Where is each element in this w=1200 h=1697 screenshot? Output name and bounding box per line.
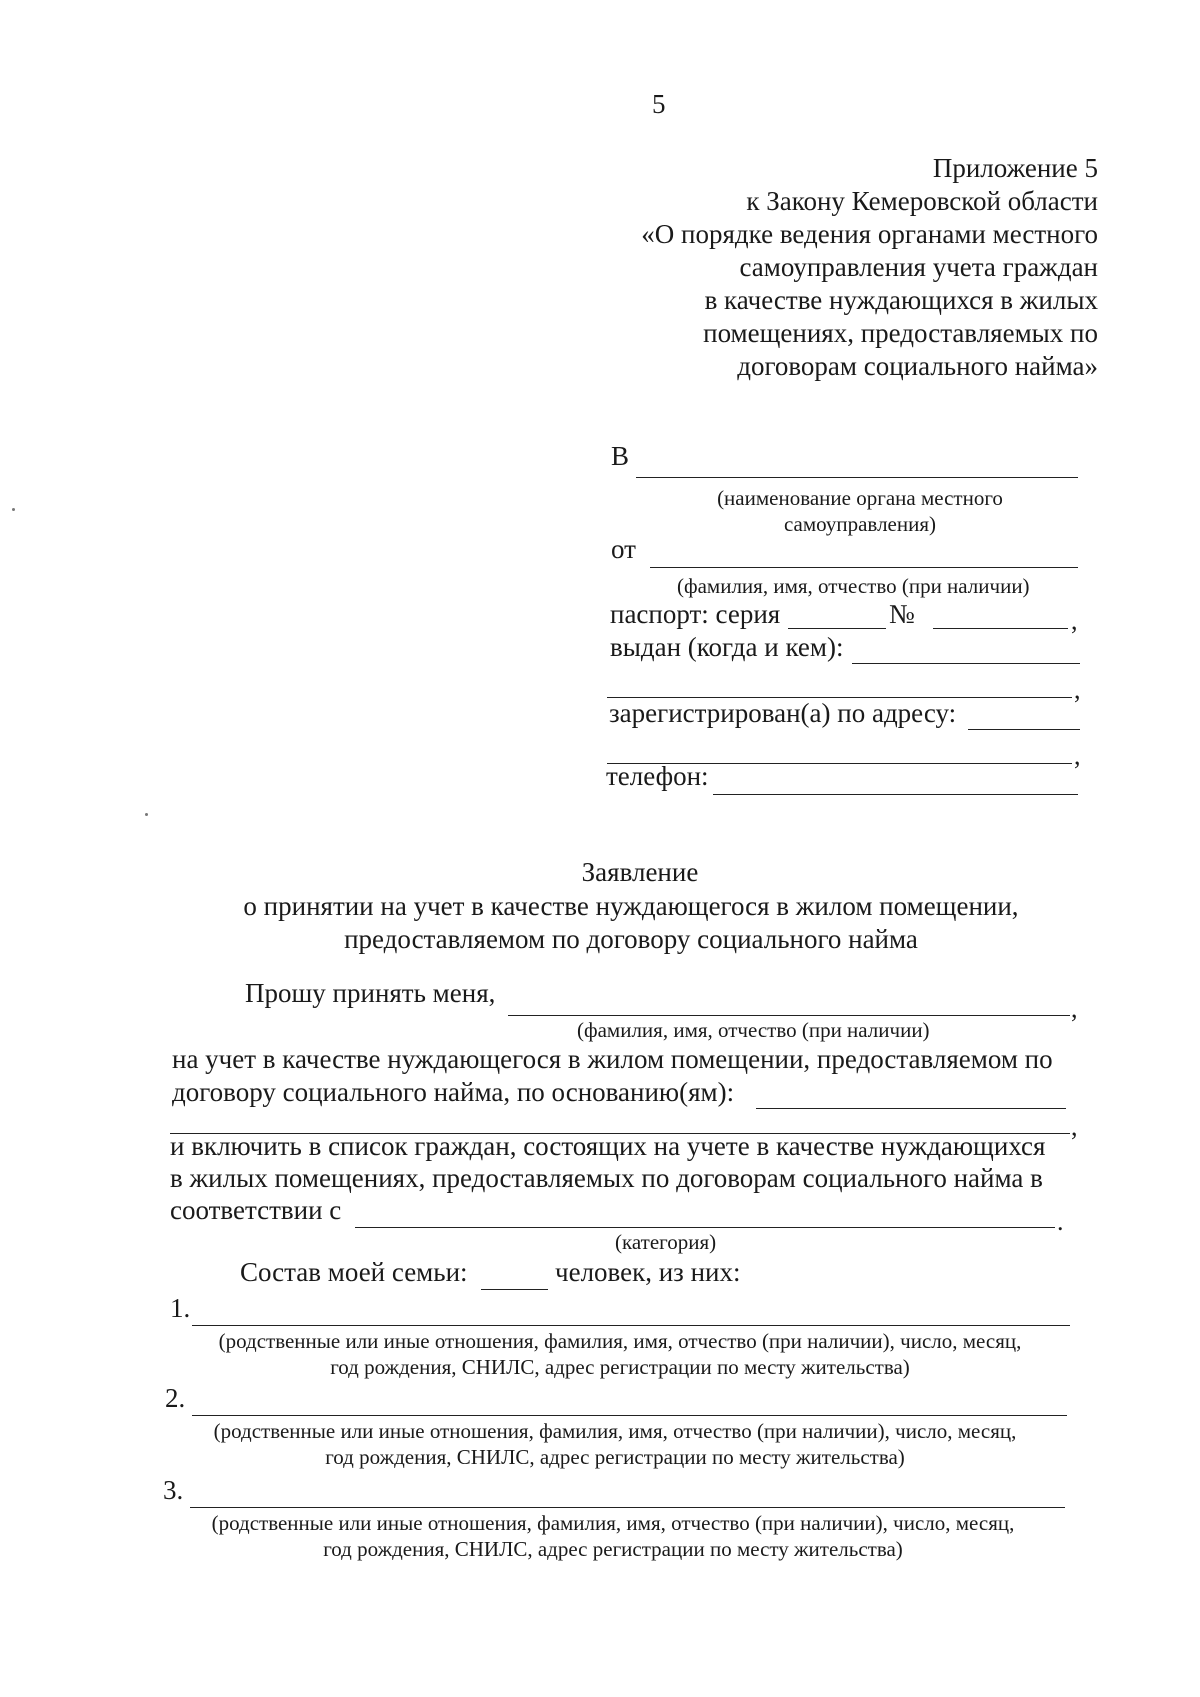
request-name-field[interactable] xyxy=(508,1015,1070,1016)
address-label: зарегистрирован(а) по адресу: xyxy=(609,698,957,728)
member-hint: (родственные или иные отношения, фамилия, имя, отчество (при наличии), число, месяц, год рождения, СНИЛС, адрес регистрации по месту жительства) xyxy=(211,1511,1015,1561)
appendix-line: в качестве нуждающихся в жилых xyxy=(704,285,1098,315)
passport-number-label: № xyxy=(889,599,915,629)
period: . xyxy=(1057,1207,1064,1236)
request-name-hint: (фамилия, имя, отчество (при наличии) xyxy=(577,1018,930,1042)
applicant-name-field[interactable] xyxy=(650,567,1078,568)
statement-title: Заявление xyxy=(581,857,699,887)
from-label: от xyxy=(611,534,636,564)
member-field[interactable] xyxy=(192,1325,1070,1326)
grounds-field[interactable] xyxy=(756,1108,1066,1109)
scan-speck xyxy=(12,508,15,511)
address-field[interactable] xyxy=(968,729,1080,730)
passport-series-label: паспорт: серия xyxy=(610,599,781,629)
passport-series-field[interactable] xyxy=(788,628,886,629)
applicant-name-hint: (фамилия, имя, отчество (при наличии) xyxy=(677,574,1030,598)
issued-field[interactable] xyxy=(852,663,1080,664)
comma: , xyxy=(1074,675,1081,704)
statement-subtitle: о принятии на учет в качестве нуждающегося в жилом помещении, предоставляемом по договору социального найма xyxy=(243,891,1019,954)
member-hint: (родственные или иные отношения, фамилия, имя, отчество (при наличии), число, месяц, год рождения, СНИЛС, адрес регистрации по месту жительства) xyxy=(213,1419,1017,1469)
request-text: Прошу принять меня, xyxy=(245,978,496,1008)
body-line: в жилых помещениях, предоставляемых по договорам социального найма в xyxy=(170,1163,1043,1193)
member-hint: (родственные или иные отношения, фамилия, имя, отчество (при наличии), число, месяц, год рождения, СНИЛС, адрес регистрации по месту жительства) xyxy=(218,1329,1022,1379)
appendix-line: договорам социального найма» xyxy=(737,351,1098,381)
authority-hint: (наименование органа местного самоуправления) xyxy=(717,486,1003,536)
appendix-line: к Закону Кемеровской области xyxy=(746,186,1098,216)
body-line: и включить в список граждан, состоящих на учете в качестве нуждающихся xyxy=(170,1131,1046,1161)
family-count-field[interactable] xyxy=(481,1289,548,1290)
body-line: договору социального найма, по основанию(ям): xyxy=(172,1077,735,1107)
authority-field[interactable] xyxy=(636,477,1078,478)
appendix-line: помещениях, предоставляемых по xyxy=(703,318,1098,348)
family-count-label: Состав моей семьи: xyxy=(240,1257,468,1287)
member-number: 1. xyxy=(170,1293,191,1323)
scan-speck xyxy=(145,813,148,816)
member-field[interactable] xyxy=(190,1507,1065,1508)
member-number: 2. xyxy=(165,1383,186,1413)
passport-number-field[interactable] xyxy=(933,628,1068,629)
category-hint: (категория) xyxy=(615,1230,717,1254)
appendix-line: «О порядке ведения органами местного xyxy=(641,219,1098,249)
body-line: на учет в качестве нуждающегося в жилом помещении, предоставляемом по xyxy=(172,1044,1053,1074)
issued-label: выдан (когда и кем): xyxy=(610,632,844,662)
phone-field[interactable] xyxy=(713,794,1078,795)
phone-label: телефон: xyxy=(606,761,709,791)
comma: , xyxy=(1071,994,1078,1023)
to-label: В xyxy=(611,441,630,471)
appendix-line: самоуправления учета граждан xyxy=(739,252,1098,282)
comma: , xyxy=(1074,741,1081,770)
comma: , xyxy=(1071,606,1078,635)
member-number: 3. xyxy=(163,1475,184,1505)
family-count-suffix: человек, из них: xyxy=(555,1257,741,1287)
page-number: 5 xyxy=(652,89,666,119)
body-line: соответствии с xyxy=(170,1195,342,1225)
member-field[interactable] xyxy=(192,1415,1067,1416)
comma: , xyxy=(1071,1112,1078,1141)
appendix-title: Приложение 5 xyxy=(932,153,1098,183)
appendix-header xyxy=(538,152,1098,383)
category-field[interactable] xyxy=(355,1227,1055,1228)
